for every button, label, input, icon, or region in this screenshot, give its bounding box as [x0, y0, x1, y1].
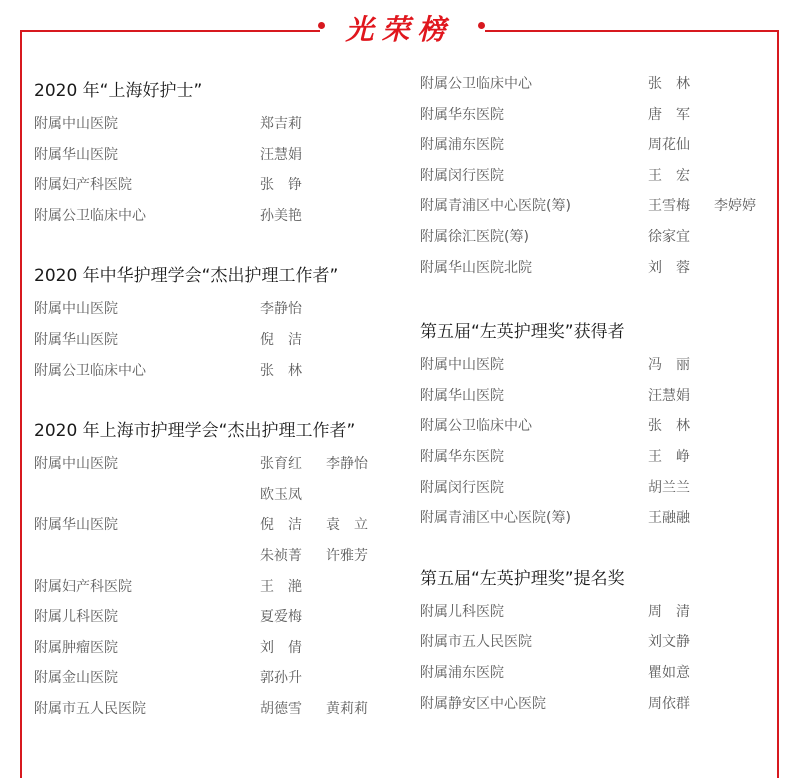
person-name: 郭孙升	[260, 670, 302, 687]
person-name: 王融融	[648, 510, 690, 527]
person-name: 冯 丽	[648, 357, 690, 374]
list-item	[34, 484, 394, 515]
person-name: 张 铮	[260, 177, 302, 194]
person-name: 欧玉凤	[260, 486, 302, 503]
hospital-name: 附属妇产科医院	[34, 177, 132, 194]
list-item	[34, 698, 394, 729]
hospital-name: 附属华山医院北院	[420, 259, 532, 276]
list-item	[420, 385, 772, 416]
section-shanghai-outstanding-nurse	[34, 416, 394, 728]
frame-left	[20, 30, 22, 778]
hospital-name: 附属浦东医院	[420, 664, 504, 681]
person-name: 王雪梅	[648, 198, 690, 215]
hospital-name: 附属肿瘤医院	[34, 639, 118, 656]
list-item	[34, 329, 394, 360]
person-name: 倪 洁	[260, 331, 302, 348]
person-name: 李静怡	[260, 301, 302, 318]
hospital-name: 附属闵行医院	[420, 167, 504, 184]
hospital-name: 附属儿科医院	[420, 603, 504, 620]
hospital-name: 附属青浦区中心医院(筹)	[420, 198, 571, 215]
list-item	[420, 226, 772, 257]
list-item	[34, 606, 394, 637]
list-item	[420, 134, 772, 165]
person-name: 李婷婷	[714, 198, 756, 215]
section-title: 第五届“左英护理奖”获得者	[420, 322, 625, 343]
hospital-name: 附属市五人民医院	[34, 700, 146, 717]
person-name: 周花仙	[648, 137, 690, 154]
hospital-name: 附属公卫临床中心	[420, 418, 532, 435]
page-title: 光荣榜	[345, 13, 454, 46]
section-zuoying-award-winners	[420, 317, 772, 538]
list-item	[420, 446, 772, 477]
hospital-name: 附属华山医院	[420, 387, 504, 404]
person-name: 袁 立	[326, 517, 368, 534]
list-item	[420, 257, 772, 288]
list-item	[420, 507, 772, 538]
list-item	[34, 453, 394, 484]
list-item	[420, 631, 772, 662]
list-item	[420, 477, 772, 508]
list-item	[34, 113, 394, 144]
person-name: 夏爱梅	[260, 609, 302, 626]
hospital-name: 附属中山医院	[34, 116, 118, 132]
list-item	[34, 667, 394, 698]
person-name: 周 清	[648, 603, 690, 620]
hospital-name: 附属公卫临床中心	[34, 362, 146, 379]
section-shanghai-good-nurse	[34, 76, 394, 235]
hospital-name: 附属中山医院	[34, 456, 118, 473]
person-name: 王 滟	[260, 578, 302, 595]
hospital-name: 附属妇产科医院	[34, 578, 132, 595]
hospital-name: 附属儿科医院	[34, 609, 118, 626]
hospital-name: 附属青浦区中心医院(筹)	[420, 510, 571, 527]
hospital-name: 附属中山医院	[34, 301, 118, 318]
person-name: 徐家宜	[648, 228, 690, 245]
section-title: 2020 年中华护理学会“杰出护理工作者”	[34, 266, 339, 287]
section-title: 第五届“左英护理奖”提名奖	[420, 568, 625, 589]
list-item	[34, 514, 394, 545]
hospital-name: 附属华东医院	[420, 448, 504, 465]
section-zuoying-award-nominees	[420, 564, 772, 723]
person-name: 刘文静	[648, 634, 690, 651]
hospital-name: 附属静安区中心医院	[420, 695, 546, 712]
person-name: 唐 军	[648, 106, 690, 123]
person-name: 汪慧娟	[260, 146, 302, 163]
person-name: 王 宏	[648, 167, 690, 184]
list-item	[34, 174, 394, 205]
hospital-name: 附属浦东医院	[420, 137, 504, 154]
hospital-name: 附属中山医院	[420, 357, 504, 374]
left-column	[34, 76, 394, 729]
list-item	[34, 545, 394, 576]
list-item	[420, 354, 772, 385]
list-item	[420, 165, 772, 196]
person-name: 周依群	[648, 695, 690, 712]
person-name: 许雅芳	[326, 547, 368, 564]
list-item	[34, 298, 394, 329]
person-name: 李静怡	[326, 456, 368, 473]
list-item	[420, 662, 772, 693]
person-name: 张育红	[260, 456, 302, 473]
hospital-name: 附属公卫临床中心	[420, 76, 532, 92]
person-name: 孙美艳	[260, 207, 302, 224]
section-title: 2020 年“上海好护士”	[34, 81, 203, 101]
person-name: 瞿如意	[648, 664, 690, 681]
list-item	[420, 415, 772, 446]
list-item	[34, 637, 394, 668]
hospital-name: 附属华山医院	[34, 146, 118, 163]
list-item	[420, 104, 772, 135]
section-shanghai-outstanding-nurse-continued	[420, 73, 772, 287]
person-name: 朱祯菁	[260, 547, 302, 564]
hospital-name: 附属华山医院	[34, 517, 118, 534]
list-item	[420, 73, 772, 104]
person-name: 胡兰兰	[648, 479, 690, 496]
right-column	[420, 73, 772, 723]
hospital-name: 附属公卫临床中心	[34, 207, 146, 224]
person-name: 黄莉莉	[326, 700, 368, 717]
list-item	[420, 195, 772, 226]
person-name: 郑吉莉	[260, 116, 302, 132]
list-item	[34, 205, 394, 236]
person-name: 胡德雪	[260, 700, 302, 717]
hospital-name: 附属华山医院	[34, 331, 118, 348]
person-name: 汪慧娟	[648, 387, 690, 404]
hospital-name: 附属华东医院	[420, 106, 504, 123]
hospital-name: 附属徐汇医院(筹)	[420, 228, 529, 245]
person-name: 刘 倩	[260, 639, 302, 656]
person-name: 倪 洁	[260, 517, 302, 534]
frame-right	[777, 30, 779, 778]
hospital-name: 附属市五人民医院	[420, 634, 532, 651]
hospital-name: 附属闵行医院	[420, 479, 504, 496]
list-item	[34, 576, 394, 607]
person-name: 张 林	[648, 418, 690, 435]
person-name: 刘 蓉	[648, 259, 690, 276]
list-item	[420, 693, 772, 724]
person-name: 王 峥	[648, 448, 690, 465]
hospital-name: 附属金山医院	[34, 670, 118, 687]
person-name: 张 林	[648, 76, 690, 92]
section-title: 2020 年上海市护理学会“杰出护理工作者”	[34, 421, 356, 442]
section-cna-outstanding-nurse	[34, 261, 394, 390]
list-item	[34, 360, 394, 391]
person-name: 张 林	[260, 362, 302, 379]
list-item	[34, 144, 394, 175]
list-item	[420, 601, 772, 632]
